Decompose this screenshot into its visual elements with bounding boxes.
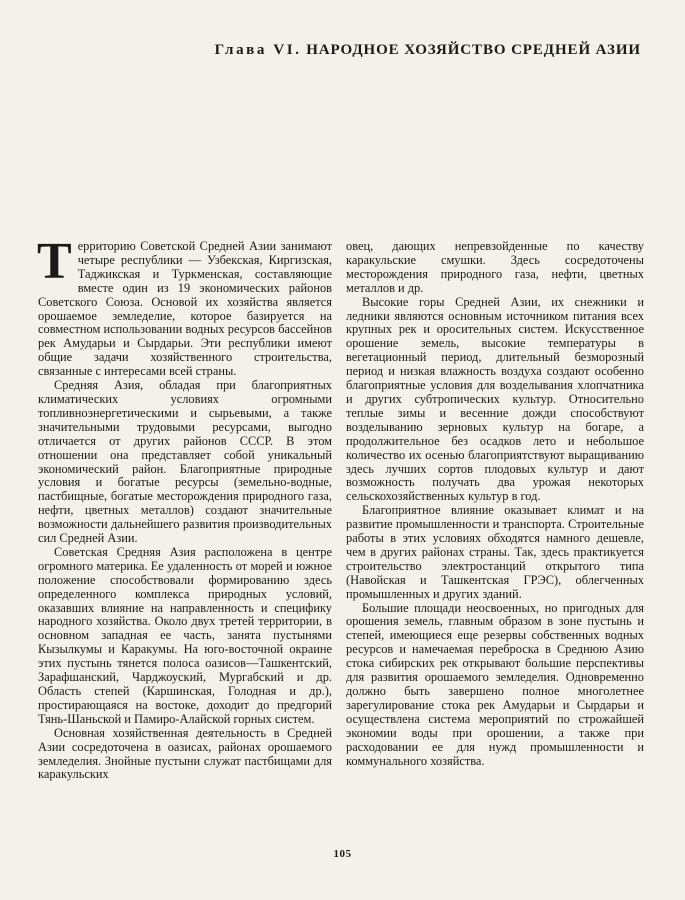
left-column	[37, 233, 332, 782]
paragraph: Советская Средняя Азия расположена в центре огромного материка. Ее удаленность от морей и южное положение способствовали формированию здесь определенного комплекса природных условий, оказавших влияние на направленность и специфику народного хозяйства. Около двух третей территории, в основном западная ее часть, занята пустынями Кызылкумы и Каракумы. На юго-восточной окраине этих пустынь тянется полоса оазисов—Ташкентский, Зарафшанский, Чарджоуский, Мургабский и др. Область степей (Каршинская, Голодная и др.), простирающаяся на востоке, доходит до предгорий Тянь-Шаньской и Памиро-Алайской горных систем.	[38, 544, 332, 726]
paragraph-intro-text: ерриторию Советской Средней Азии занимают четыре республики — Узбекская, Киргизская, Таджикская и Туркменская, составляющие вместе один из 19 экономических районов Советского Союза. Основой их хозяйства является орошаемое земледелие, которое базируется на совместном использовании водных ресурсов бассейнов рек Амударьи и Сырдарьи. Эти республики имеют общие задачи хозяйственного строительства, связанные с интересами всей страны.	[38, 239, 332, 379]
page-number: 105	[333, 848, 352, 860]
right-column	[346, 240, 644, 768]
paragraph: Основная хозяйственная деятельность в Средней Азии сосредоточена в оазисах, районах орошаемого земледелия. Знойные пустыни служат пастбищами для каракульских	[38, 725, 332, 782]
chapter-label: Глава VI.	[214, 42, 302, 58]
chapter-title: НАРОДНОЕ ХОЗЯЙСТВО СРЕДНЕЙ АЗИИ	[306, 42, 641, 58]
paragraph: Средняя Азия, обладая при благоприятных климатических условиях огромными топливноэнергетическими и сырьевыми, а также значительными трудовыми ресурсами, выгодно отличается от других районов СССР. В этом отношении она представляет собой уникальный экономический район. Благоприятные природные условия и богатые ресурсы (земельно-водные, пастбищные, богатые месторождения природного газа, нефти, цветных металлов) создают значительные возможности дальнейшего развития производительных сил Средней Азии.	[38, 378, 332, 546]
paragraph-intro	[37, 233, 332, 379]
drop-cap: Т	[37, 233, 72, 290]
paragraph: Высокие горы Средней Азии, их снежники и ледники являются основным источником питания всех крупных рек и оросительных систем. Искусственное орошение земель, высокие температуры в вегетационный период, длительный безморозный период и низкая влажность воздуха создают особенно благоприятные условия для возделывания хлопчатника и других субтропических культур. Относительно теплые зимы и весенние дожди способствуют возделыванию зерновых культур на богаре, а продолжительное без осадков лето и небольшое количество их осенью благоприятствуют выращиванию здесь лучших сортов плодовых культур и дают возможность получать два урожая некоторых сельскохозяйственных культур в год.	[346, 294, 644, 504]
chapter-header	[215, 42, 641, 59]
paragraph: Большие площади неосвоенных, но пригодных для орошения земель, главным образом в зоне пустынь и степей, имеющиеся еще резервы собственных водных ресурсов и намечаемая переброска в Среднюю Азию стока сибирских рек открывают большие перспективы для развития орошаемого земледелия. Одновременно должно быть завершено полное многолетнее зарегулирование стока рек Амударьи и Сырдарьи и осуществлена система мероприятий по строжайшей экономии воды при орошении, а также при расходовании ее для нужд промышленности и коммунального хозяйства.	[346, 600, 644, 768]
paragraph: Благоприятное влияние оказывает климат и на развитие промышленности и транспорта. Строительные работы в этих условиях обходятся намного дешевле, чем в других районах страны. Так, здесь практикуется строительство электростанций открытого типа (Навойская и Ташкентская ГРЭС), облегченных промышленных и других зданий.	[346, 503, 644, 601]
paragraph-continued: овец, дающих непревзойденные по качеству каракульские смушки. Здесь сосредоточены месторождения природного газа, нефти, цветных металлов и др.	[346, 239, 644, 295]
